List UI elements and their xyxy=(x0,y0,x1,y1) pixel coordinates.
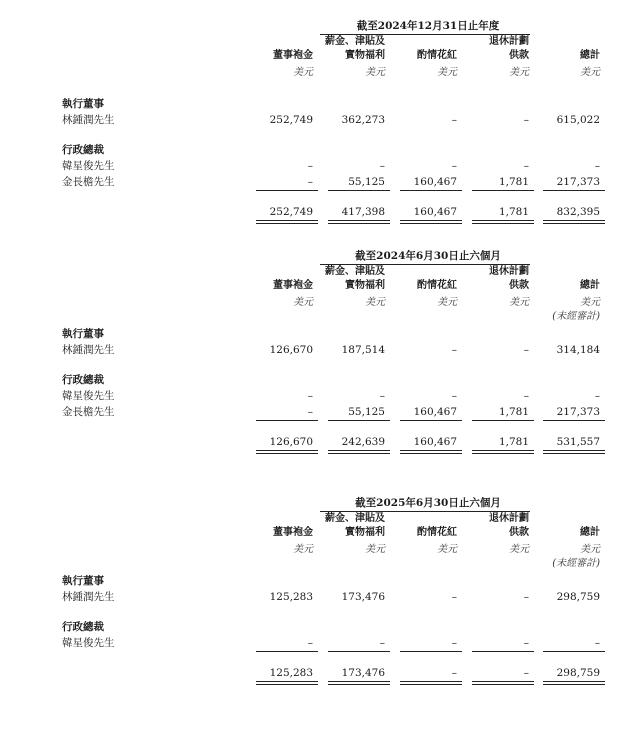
subtotal-rule xyxy=(400,420,462,421)
table-cell: – xyxy=(523,160,529,172)
total-double-rule xyxy=(328,220,390,224)
total-double-rule xyxy=(256,450,318,454)
table-cell: – xyxy=(451,390,457,402)
column-header: 實物福利 xyxy=(345,50,385,61)
group-title: 行政總裁 xyxy=(62,621,104,633)
subtotal-rule xyxy=(256,420,318,421)
person-name: 林鍾潤先生 xyxy=(62,114,115,126)
subtotal-rule xyxy=(400,651,462,652)
table-cell: – xyxy=(307,160,313,172)
total-double-rule xyxy=(543,450,605,454)
table-cell: – xyxy=(379,637,385,649)
group-title: 行政總裁 xyxy=(62,144,104,156)
table-cell: – xyxy=(523,344,529,356)
column-header: 董事袍金 xyxy=(273,50,313,61)
unaudited-note: (未經審計) xyxy=(552,311,600,322)
table-cell: – xyxy=(379,160,385,172)
total-cell: 125,283 xyxy=(269,667,313,679)
unaudited-note: (未經審計) xyxy=(552,558,600,569)
column-header: 供款 xyxy=(509,527,529,538)
table-cell: 160,467 xyxy=(413,406,457,418)
compensation-section xyxy=(0,250,640,482)
subtotal-rule xyxy=(472,420,534,421)
total-cell: 160,467 xyxy=(413,436,457,448)
table-cell: 173,476 xyxy=(341,591,385,603)
subtotal-rule xyxy=(472,190,534,191)
person-name: 金長檐先生 xyxy=(62,406,115,418)
table-cell: 298,759 xyxy=(556,591,600,603)
total-double-rule xyxy=(472,220,534,224)
column-header: 退休計劃 xyxy=(489,266,529,277)
column-header: 供款 xyxy=(509,280,529,291)
table-cell: 55,125 xyxy=(348,406,385,418)
total-double-rule xyxy=(256,681,318,685)
column-unit: 美元 xyxy=(365,544,385,555)
total-double-rule xyxy=(400,681,462,685)
column-unit: 美元 xyxy=(509,67,529,78)
table-cell: – xyxy=(451,114,457,126)
total-double-rule xyxy=(543,681,605,685)
total-cell: 173,476 xyxy=(341,667,385,679)
table-cell: – xyxy=(523,390,529,402)
column-header: 退休計劃 xyxy=(489,513,529,524)
table-cell: – xyxy=(379,390,385,402)
total-double-rule xyxy=(472,450,534,454)
total-cell: 531,557 xyxy=(556,436,600,448)
total-cell: 1,781 xyxy=(498,206,529,218)
person-name: 金長檐先生 xyxy=(62,176,115,188)
column-header: 總計 xyxy=(580,527,600,538)
column-header: 董事袍金 xyxy=(273,527,313,538)
total-double-rule xyxy=(472,681,534,685)
person-name: 林鍾潤先生 xyxy=(62,591,115,603)
column-unit: 美元 xyxy=(509,297,529,308)
column-header: 總計 xyxy=(580,50,600,61)
person-name: 林鍾潤先生 xyxy=(62,344,115,356)
column-header: 酌情花紅 xyxy=(417,50,457,61)
table-cell: 217,373 xyxy=(556,406,600,418)
subtotal-rule xyxy=(328,651,390,652)
person-name: 韓星俊先生 xyxy=(62,390,115,402)
subtotal-rule xyxy=(543,420,605,421)
table-cell: – xyxy=(307,176,313,188)
table-cell: 1,781 xyxy=(498,406,529,418)
column-unit: 美元 xyxy=(293,67,313,78)
period-title: 截至2025年6月30日止六個月 xyxy=(355,497,501,509)
total-double-rule xyxy=(400,220,462,224)
total-double-rule xyxy=(400,450,462,454)
subtotal-rule xyxy=(472,651,534,652)
column-unit: 美元 xyxy=(437,297,457,308)
column-header: 退休計劃 xyxy=(489,36,529,47)
table-cell: 217,373 xyxy=(556,176,600,188)
column-unit: 美元 xyxy=(293,297,313,308)
total-cell: 242,639 xyxy=(341,436,385,448)
table-cell: – xyxy=(451,160,457,172)
total-cell: 252,749 xyxy=(269,206,313,218)
compensation-section xyxy=(0,20,640,252)
subtotal-rule xyxy=(256,651,318,652)
total-cell: 160,467 xyxy=(413,206,457,218)
column-header: 薪金、津貼及 xyxy=(325,266,385,277)
total-double-rule xyxy=(328,450,390,454)
column-unit: 美元 xyxy=(365,67,385,78)
column-header: 薪金、津貼及 xyxy=(325,36,385,47)
period-title: 截至2024年6月30日止六個月 xyxy=(355,250,501,262)
subtotal-rule xyxy=(328,190,390,191)
table-cell: 314,184 xyxy=(556,344,600,356)
subtotal-rule xyxy=(256,190,318,191)
table-cell: 615,022 xyxy=(556,114,600,126)
group-title: 行政總裁 xyxy=(62,374,104,386)
period-title: 截至2024年12月31日止年度 xyxy=(356,20,500,32)
total-double-rule xyxy=(328,681,390,685)
total-cell: 298,759 xyxy=(556,667,600,679)
table-cell: – xyxy=(523,114,529,126)
total-cell: 126,670 xyxy=(269,436,313,448)
column-unit: 美元 xyxy=(437,67,457,78)
table-cell: – xyxy=(594,390,600,402)
subtotal-rule xyxy=(543,651,605,652)
person-name: 韓星俊先生 xyxy=(62,160,115,172)
subtotal-rule xyxy=(328,420,390,421)
column-header: 酌情花紅 xyxy=(417,527,457,538)
compensation-section xyxy=(0,497,640,729)
group-title: 執行董事 xyxy=(62,98,104,110)
total-cell: 832,395 xyxy=(556,206,600,218)
total-cell: 417,398 xyxy=(341,206,385,218)
table-cell: – xyxy=(594,160,600,172)
column-header: 實物福利 xyxy=(345,280,385,291)
period-title-rule xyxy=(320,511,530,512)
table-cell: 362,273 xyxy=(341,114,385,126)
group-title: 執行董事 xyxy=(62,328,104,340)
column-unit: 美元 xyxy=(509,544,529,555)
table-cell: – xyxy=(594,637,600,649)
column-header: 總計 xyxy=(580,280,600,291)
period-title-rule xyxy=(320,264,530,265)
column-unit: 美元 xyxy=(437,544,457,555)
person-name: 韓星俊先生 xyxy=(62,637,115,649)
table-cell: – xyxy=(523,591,529,603)
column-unit: 美元 xyxy=(293,544,313,555)
total-cell: – xyxy=(523,667,529,679)
subtotal-rule xyxy=(543,190,605,191)
table-cell: – xyxy=(451,591,457,603)
group-title: 執行董事 xyxy=(62,575,104,587)
column-header: 董事袍金 xyxy=(273,280,313,291)
table-cell: – xyxy=(523,637,529,649)
total-cell: 1,781 xyxy=(498,436,529,448)
subtotal-rule xyxy=(400,190,462,191)
column-header: 實物福利 xyxy=(345,527,385,538)
column-header: 供款 xyxy=(509,50,529,61)
table-cell: – xyxy=(307,390,313,402)
table-cell: – xyxy=(307,637,313,649)
table-cell: – xyxy=(307,406,313,418)
table-cell: 1,781 xyxy=(498,176,529,188)
total-cell: – xyxy=(451,667,457,679)
column-unit: 美元 xyxy=(580,297,600,308)
table-cell: – xyxy=(451,637,457,649)
column-header: 酌情花紅 xyxy=(417,280,457,291)
column-unit: 美元 xyxy=(580,67,600,78)
table-cell: 125,283 xyxy=(269,591,313,603)
table-cell: – xyxy=(451,344,457,356)
column-unit: 美元 xyxy=(580,544,600,555)
period-title-rule xyxy=(320,34,530,35)
table-cell: 126,670 xyxy=(269,344,313,356)
column-unit: 美元 xyxy=(365,297,385,308)
total-double-rule xyxy=(256,220,318,224)
table-cell: 160,467 xyxy=(413,176,457,188)
column-header: 薪金、津貼及 xyxy=(325,513,385,524)
table-cell: 252,749 xyxy=(269,114,313,126)
total-double-rule xyxy=(543,220,605,224)
table-cell: 55,125 xyxy=(348,176,385,188)
table-cell: 187,514 xyxy=(341,344,385,356)
